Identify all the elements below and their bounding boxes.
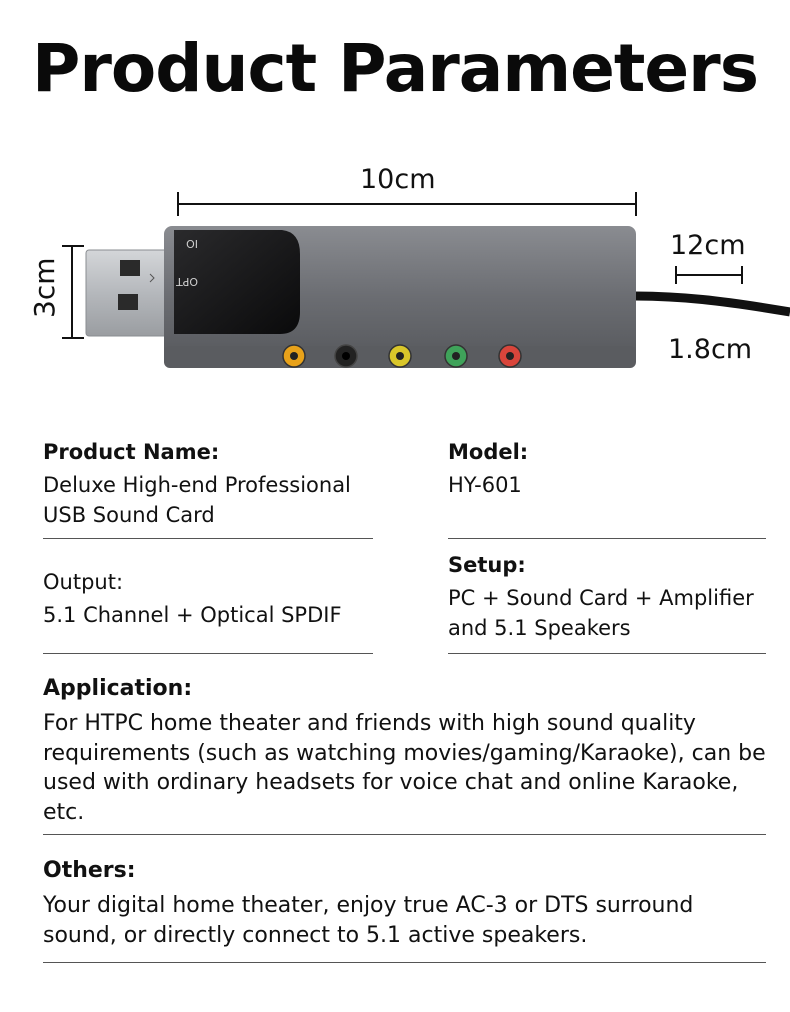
usb-cable (630, 296, 790, 312)
divider (43, 653, 373, 654)
page-title: Product Parameters (31, 30, 759, 107)
height-dimension-line (62, 246, 84, 338)
product-illustration (0, 150, 790, 400)
svg-text:IO: IO (186, 237, 198, 250)
optical-cap (174, 230, 300, 334)
length-label: 10cm (360, 164, 436, 195)
divider (43, 834, 766, 835)
others-value: Your digital home theater, enjoy true AC-3 or DTS surround sound, or directly connect to 5.1 active speakers. (43, 893, 694, 948)
divider (448, 653, 766, 654)
product-name-value: Deluxe High-end Professional USB Sound Card (43, 473, 351, 527)
model-value: HY-601 (448, 473, 522, 497)
usb-plug (86, 250, 176, 336)
jack-green (445, 345, 467, 367)
divider (43, 962, 766, 963)
product-name-block (43, 440, 383, 530)
model-block (448, 440, 768, 500)
setup-value: PC + Sound Card + Amplifier and 5.1 Speakers (448, 586, 754, 640)
application-value: For HTPC home theater and friends with high sound quality requirements (such as watching movies/gaming/Karaoke), can be used with ordinary headsets for voice chat and online Karaoke, etc. (43, 711, 766, 825)
output-value: 5.1 Channel + Optical SPDIF (43, 603, 342, 627)
output-label: Output: (43, 570, 124, 594)
cable-length-label: 12cm (670, 230, 746, 261)
jack-orange (283, 345, 305, 367)
model-label: Model: (448, 440, 529, 464)
cable-dimension-line (676, 266, 742, 284)
jack-red (499, 345, 521, 367)
height-label: 3cm (28, 257, 61, 318)
jack-black (335, 345, 357, 367)
others-block (43, 858, 768, 950)
setup-label: Setup: (448, 553, 526, 577)
divider (448, 538, 766, 539)
jack-yellow (389, 345, 411, 367)
output-block (43, 570, 383, 630)
setup-block (448, 553, 778, 643)
others-label: Others: (43, 858, 136, 883)
application-label: Application: (43, 676, 193, 701)
application-block (43, 676, 768, 827)
svg-text:OPT: OPT (175, 275, 198, 288)
cable-thickness-label: 1.8cm (668, 334, 753, 365)
product-name-label: Product Name: (43, 440, 220, 464)
length-dimension-line (178, 192, 636, 216)
divider (43, 538, 373, 539)
